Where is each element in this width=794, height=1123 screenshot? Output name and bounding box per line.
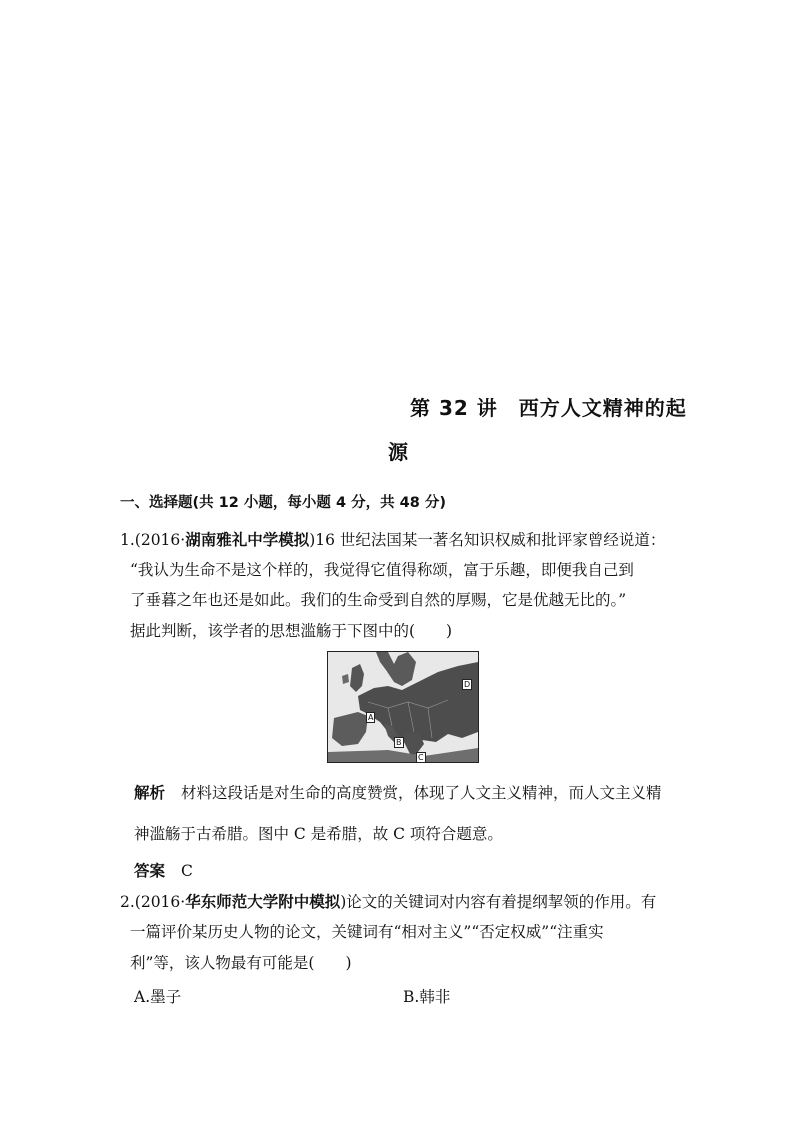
question-1-quote-line-1: “我认为生命不是这个样的，我觉得它值得称颂，富于乐趣，即便我自己到 xyxy=(130,561,634,579)
question-1-quote-line-2: 了垂暮之年也还是如此。我们的生命受到自然的厚赐，它是优越无比的。” xyxy=(130,591,627,609)
question-1-stem-text: )16 世纪法国某一著名知识权威和批评家曾经说道： xyxy=(309,531,666,549)
question-2-source: 华东师范大学附中模拟 xyxy=(185,893,341,911)
map-label-c: C xyxy=(418,753,424,762)
question-1-analysis xyxy=(134,781,662,803)
analysis-text-line-1: 材料这段话是对生命的高度赞赏，体现了人文主义精神，而人文主义精 xyxy=(181,784,662,802)
page-title-continued: 源 xyxy=(388,440,409,464)
question-1-prefix: 1.(2016· xyxy=(120,531,186,549)
map-label-b: B xyxy=(396,738,402,747)
question-1-answer xyxy=(134,859,193,881)
europe-map xyxy=(327,651,479,763)
answer-label: 答案 xyxy=(134,862,166,880)
question-2-line-2: 一篇评价某历史人物的论文，关键词有“相对主义”“否定权威”“注重实 xyxy=(130,923,604,941)
question-1-source: 湖南雅礼中学模拟 xyxy=(185,531,310,549)
question-2-prefix: 2.(2016· xyxy=(120,893,186,911)
analysis-text-line-2: 神滥觞于古希腊。图中 C 是希腊，故 C 项符合题意。 xyxy=(134,825,503,843)
question-1-stem xyxy=(120,528,665,550)
map-label-a: A xyxy=(368,713,374,722)
analysis-label: 解析 xyxy=(134,784,166,802)
answer-value: C xyxy=(181,862,193,880)
option-a: A.墨子 xyxy=(134,988,182,1006)
page-title: 第 32 讲 西方人文精神的起 xyxy=(410,396,687,420)
question-2-stem-text: )论文的关键词对内容有着提纲挈领的作用。有 xyxy=(340,893,657,911)
question-2-stem xyxy=(120,890,656,912)
option-b: B.韩非 xyxy=(403,988,451,1006)
section-heading: 一、选择题(共 12 小题，每小题 4 分，共 48 分) xyxy=(120,495,446,511)
map-label-d: D xyxy=(464,680,471,689)
question-1-ask: 据此判断，该学者的思想滥觞于下图中的( ) xyxy=(130,622,453,640)
question-2-line-3: 利”等，该人物最有可能是( ) xyxy=(130,954,352,972)
